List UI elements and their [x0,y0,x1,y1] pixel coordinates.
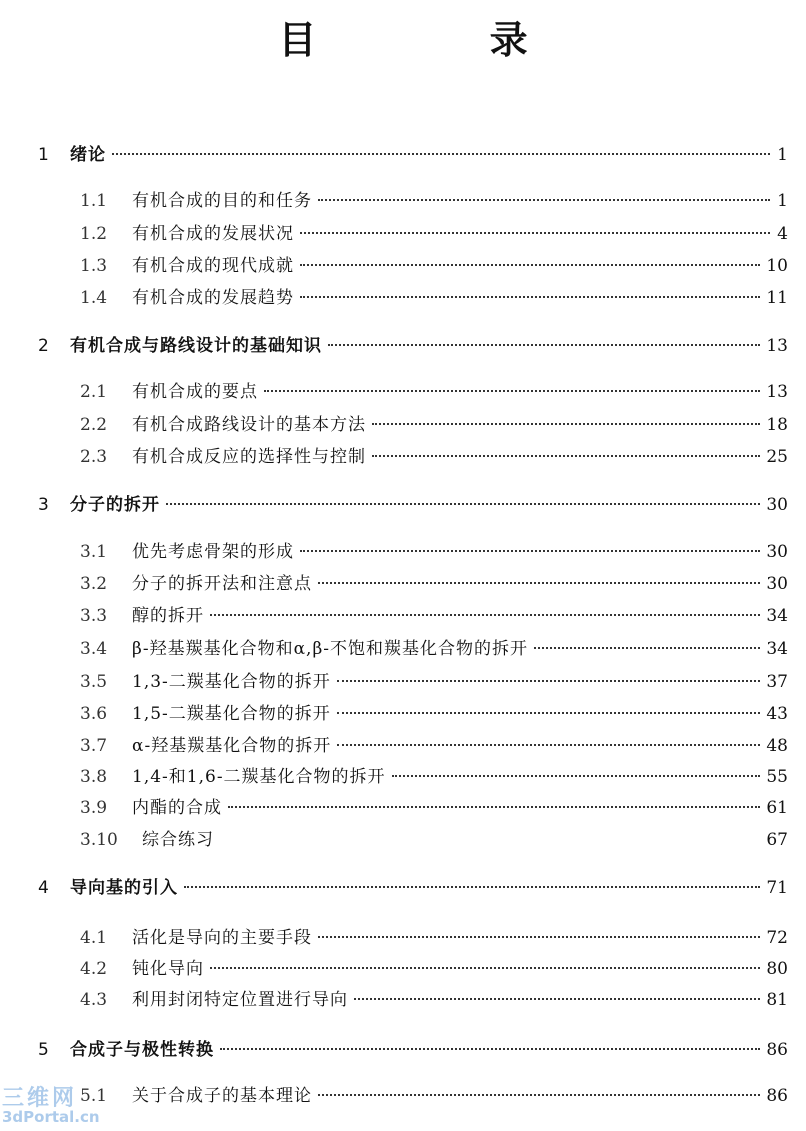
dot-leader [210,614,760,616]
section-number: 3.7 [80,736,108,756]
dot-leader [534,647,760,649]
chapter-number: 5 [38,1040,49,1060]
toc-section-1-2[interactable] [80,222,788,246]
toc-section-2-1[interactable] [80,380,788,404]
section-number: 3.10 [80,830,118,850]
toc-section-4-1[interactable] [80,926,788,950]
watermark-url: 3dPortal.cn [2,1108,100,1126]
section-number: 3.3 [80,606,108,626]
page-number: 13 [766,382,788,402]
toc-section-3-5[interactable] [80,670,788,694]
section-number: 4.1 [80,928,108,948]
page-number: 34 [766,606,788,626]
section-number: 3.8 [80,767,108,787]
toc-section-4-3[interactable] [80,988,788,1012]
page-number: 18 [766,415,788,435]
chapter-number: 4 [38,878,49,898]
section-title: 钝化导向 [132,959,204,979]
chapter-number: 3 [38,495,49,515]
toc-chapter-3[interactable] [38,493,788,517]
dot-leader [318,936,760,938]
section-title: 活化是导向的主要手段 [132,928,312,948]
page-number: 72 [766,928,788,948]
section-title: 醇的拆开 [132,606,204,626]
page-title: 目 录 [278,18,608,62]
section-number: 3.2 [80,574,108,594]
section-title: 关于合成子的基本理论 [132,1086,312,1106]
page-number: 30 [766,495,788,515]
dot-leader [328,344,760,346]
dot-leader [392,775,761,777]
section-title: 有机合成的现代成就 [132,256,294,276]
toc-section-3-7[interactable] [80,734,788,758]
watermark-logo-text: 三维网 [2,1086,78,1111]
section-title: 1,3-二羰基化合物的拆开 [132,672,331,692]
chapter-title: 分子的拆开 [70,495,160,515]
toc-section-3-9[interactable] [80,796,788,820]
toc-section-4-2[interactable] [80,957,788,981]
section-number: 1.2 [80,224,108,244]
section-title: 1,4-和1,6-二羰基化合物的拆开 [132,767,386,787]
page-number: 80 [766,959,788,979]
toc-chapter-2[interactable] [38,334,788,358]
section-title: 有机合成的发展趋势 [132,288,294,308]
section-title: 分子的拆开法和注意点 [132,574,312,594]
page-number: 4 [777,224,788,244]
section-number: 1.1 [80,191,108,211]
page-number: 10 [766,256,788,276]
toc-section-3-6[interactable] [80,702,788,726]
dot-leader [318,582,760,584]
section-title: 有机合成的目的和任务 [132,191,312,211]
section-number: 3.6 [80,704,108,724]
section-number: 2.1 [80,382,108,402]
chapter-title: 导向基的引入 [70,878,178,898]
toc-section-3-3[interactable] [80,604,788,628]
section-number: 1.3 [80,256,108,276]
section-number: 4.3 [80,990,108,1010]
toc-section-5-1[interactable] [80,1084,788,1108]
section-number: 3.1 [80,542,108,562]
toc-section-3-4[interactable] [80,637,788,661]
page-number: 25 [766,447,788,467]
dot-leader [220,1048,760,1050]
toc-section-3-8[interactable] [80,765,788,789]
toc-section-2-2[interactable] [80,413,788,437]
section-number: 3.9 [80,798,108,818]
page-number: 30 [766,542,788,562]
page-number: 86 [766,1086,788,1106]
dot-leader [264,390,760,392]
page-number: 1 [777,145,788,165]
section-number: 4.2 [80,959,108,979]
section-number: 2.2 [80,415,108,435]
dot-leader [210,967,760,969]
section-title: 内酯的合成 [132,798,222,818]
page-number: 48 [766,736,788,756]
dot-leader [300,550,760,552]
toc-chapter-4[interactable] [38,876,788,900]
toc-section-1-4[interactable] [80,286,788,310]
dot-leader [300,264,760,266]
page-number: 30 [766,574,788,594]
page-number: 43 [766,704,788,724]
page-number: 34 [766,639,788,659]
toc-chapter-1[interactable] [38,143,788,167]
page-number: 13 [766,336,788,356]
dot-leader [337,680,761,682]
section-number: 5.1 [80,1086,108,1106]
section-title: 有机合成的要点 [132,382,258,402]
section-title: 1,5-二羰基化合物的拆开 [132,704,331,724]
dot-leader [372,423,760,425]
dot-leader [337,744,760,746]
section-number: 1.4 [80,288,108,308]
dot-leader [220,838,760,840]
section-number: 2.3 [80,447,108,467]
page-number: 37 [766,672,788,692]
dot-leader [228,806,760,808]
page-number: 86 [766,1040,788,1060]
dot-leader [166,503,760,505]
toc-section-3-2[interactable] [80,572,788,596]
dot-leader [184,886,760,888]
toc-section-3-1[interactable] [80,540,788,564]
dot-leader [112,153,770,155]
chapter-title: 有机合成与路线设计的基础知识 [70,336,322,356]
toc-section-1-1[interactable] [80,189,788,213]
page-number: 1 [777,191,788,211]
section-title: 综合练习 [142,830,214,850]
toc-section-3-10[interactable] [80,828,788,852]
toc-chapter-5[interactable] [38,1038,788,1062]
page-number: 11 [766,288,788,308]
dot-leader [318,199,770,201]
section-title: 有机合成反应的选择性与控制 [132,447,366,467]
dot-leader [337,712,761,714]
section-title: α-羟基羰基化合物的拆开 [132,736,332,756]
chapter-title: 绪论 [70,145,106,165]
section-title: 有机合成路线设计的基本方法 [132,415,366,435]
page-number: 81 [766,990,788,1010]
page-number: 55 [766,767,788,787]
chapter-number: 2 [38,336,49,356]
page-number: 71 [766,878,788,898]
chapter-number: 1 [38,145,49,165]
section-title: 优先考虑骨架的形成 [132,542,294,562]
section-number: 3.4 [80,639,108,659]
section-title: 利用封闭特定位置进行导向 [132,990,348,1010]
dot-leader [372,455,760,457]
dot-leader [354,998,760,1000]
dot-leader [300,296,760,298]
section-number: 3.5 [80,672,108,692]
page-number: 61 [766,798,788,818]
toc-section-2-3[interactable] [80,445,788,469]
section-title: β-羟基羰基化合物和α,β-不饱和羰基化合物的拆开 [132,639,529,659]
dot-leader [318,1094,760,1096]
section-title: 有机合成的发展状况 [132,224,294,244]
page-number: 67 [766,830,788,850]
chapter-title: 合成子与极性转换 [70,1040,214,1060]
site-watermark [2,1088,102,1125]
dot-leader [300,232,770,234]
toc-section-1-3[interactable] [80,254,788,278]
